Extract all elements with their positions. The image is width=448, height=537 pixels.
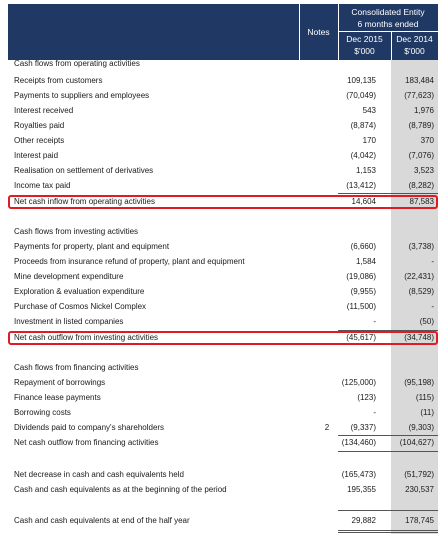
value-dec-2014: 178,745 xyxy=(405,516,434,525)
value-dec-2015: 109,135 xyxy=(347,76,376,85)
subtotal-rule xyxy=(338,451,438,452)
table-row xyxy=(8,422,438,434)
note-reference: 2 xyxy=(324,423,330,432)
value-dec-2014: 230,537 xyxy=(405,485,434,494)
table-row xyxy=(8,407,438,419)
value-dec-2015: (8,874) xyxy=(350,121,376,130)
table-row xyxy=(8,392,438,404)
row-label: Dividends paid to company's shareholders xyxy=(14,423,165,432)
col1-unit-header: $'000 xyxy=(354,46,375,56)
value-dec-2014: (77,623) xyxy=(404,91,434,100)
row-label: Proceeds from insurance refund of property, plant and equipment xyxy=(14,257,245,266)
section-heading-financing xyxy=(8,362,438,374)
subtotal-rule xyxy=(338,435,438,436)
value-dec-2014: (11) xyxy=(420,408,434,417)
row-label: Interest received xyxy=(14,106,74,115)
total-rule xyxy=(338,532,438,533)
total-rule xyxy=(338,510,438,511)
value-dec-2015: (134,460) xyxy=(341,438,376,447)
table-row xyxy=(8,484,438,496)
value-dec-2015: (125,000) xyxy=(341,378,376,387)
table-row xyxy=(8,180,438,192)
subtotal-rule xyxy=(338,193,438,194)
value-dec-2014: (115) xyxy=(415,393,434,402)
table-row xyxy=(8,301,438,313)
row-label: Net cash inflow from operating activities xyxy=(14,197,155,206)
value-dec-2015: 195,355 xyxy=(347,485,376,494)
value-dec-2015: (11,500) xyxy=(346,302,376,311)
row-label: Net cash outflow from investing activities xyxy=(14,333,159,342)
value-dec-2014: (104,627) xyxy=(399,438,434,447)
row-label: Borrowing costs xyxy=(14,408,71,417)
value-dec-2014: (8,529) xyxy=(408,287,434,296)
table-row xyxy=(8,316,438,328)
value-dec-2014: 1,976 xyxy=(413,106,434,115)
value-dec-2015: 14,604 xyxy=(351,197,376,206)
table-row xyxy=(8,469,438,481)
value-dec-2014: 3,523 xyxy=(413,166,434,175)
table-row xyxy=(8,120,438,132)
value-dec-2015: (123) xyxy=(357,393,376,402)
value-dec-2015: 1,153 xyxy=(355,166,376,175)
value-dec-2014: (34,748) xyxy=(404,333,434,342)
value-dec-2015: - xyxy=(373,408,376,417)
value-dec-2015: (45,617) xyxy=(346,333,376,342)
table-row xyxy=(8,90,438,102)
row-label: Cash and cash equivalents at end of the half year xyxy=(14,516,190,525)
value-dec-2014: (8,789) xyxy=(408,121,434,130)
row-label: Investment in listed companies xyxy=(14,317,124,326)
col2-unit-header: $'000 xyxy=(404,46,425,56)
table-row xyxy=(8,377,438,389)
table-row xyxy=(8,165,438,177)
table-row xyxy=(8,105,438,117)
row-label: Cash flows from operating activities xyxy=(14,59,140,68)
row-label: Mine development expenditure xyxy=(14,272,124,281)
row-label: Receipts from customers xyxy=(14,76,103,85)
value-dec-2014: (95,198) xyxy=(404,378,434,387)
value-dec-2014: (50) xyxy=(419,317,434,326)
value-dec-2014: (7,076) xyxy=(408,151,434,160)
value-dec-2015: (6,660) xyxy=(350,242,376,251)
row-label: Net decrease in cash and cash equivalents held xyxy=(14,470,184,479)
section-heading-operating xyxy=(8,58,438,70)
total-rule xyxy=(338,530,438,531)
highlight-box-operating xyxy=(8,195,438,209)
total-row xyxy=(8,515,438,527)
notes-header: Notes xyxy=(307,27,330,37)
value-dec-2014: (9,303) xyxy=(408,423,434,432)
row-label: Other receipts xyxy=(14,136,65,145)
row-label: Net cash outflow from financing activities xyxy=(14,438,159,447)
value-dec-2015: - xyxy=(373,317,376,326)
row-label: Exploration & evaluation expenditure xyxy=(14,287,145,296)
value-dec-2015: 29,882 xyxy=(351,516,376,525)
row-label: Payments to suppliers and employees xyxy=(14,91,150,100)
entity-header: Consolidated Entity xyxy=(351,7,425,17)
row-label: Realisation on settlement of derivatives xyxy=(14,166,154,175)
value-dec-2014: (22,431) xyxy=(404,272,434,281)
table-row xyxy=(8,75,438,87)
col2-date-header: Dec 2014 xyxy=(396,34,433,44)
row-label: Finance lease payments xyxy=(14,393,101,402)
value-dec-2014: (3,738) xyxy=(408,242,434,251)
header-divider xyxy=(338,31,438,32)
row-label: Cash and cash equivalents as at the beginning of the period xyxy=(14,485,227,494)
row-label: Income tax paid xyxy=(14,181,71,190)
value-dec-2015: 170 xyxy=(362,136,376,145)
value-dec-2014: 87,583 xyxy=(409,197,434,206)
highlight-box-investing xyxy=(8,331,438,345)
value-dec-2015: (13,412) xyxy=(346,181,376,190)
row-label: Purchase of Cosmos Nickel Complex xyxy=(14,302,147,311)
table-row xyxy=(8,241,438,253)
table-row xyxy=(8,271,438,283)
value-dec-2015: (19,086) xyxy=(346,272,376,281)
row-label: Cash flows from investing activities xyxy=(14,227,139,236)
table-row xyxy=(8,150,438,162)
row-label: Payments for property, plant and equipment xyxy=(14,242,170,251)
value-dec-2015: 543 xyxy=(362,106,376,115)
period-header: 6 months ended xyxy=(357,19,419,29)
value-dec-2015: (9,955) xyxy=(350,287,376,296)
value-dec-2014: - xyxy=(431,302,434,311)
value-dec-2015: 1,584 xyxy=(355,257,376,266)
value-dec-2014: (51,792) xyxy=(404,470,434,479)
section-heading-investing xyxy=(8,226,438,238)
row-label: Interest paid xyxy=(14,151,59,160)
value-dec-2015: (9,337) xyxy=(350,423,376,432)
subtotal-row-financing xyxy=(8,437,438,449)
row-label: Royalties paid xyxy=(14,121,65,130)
table-row xyxy=(8,256,438,268)
value-dec-2015: (165,473) xyxy=(341,470,376,479)
value-dec-2014: (8,282) xyxy=(408,181,434,190)
row-label: Cash flows from financing activities xyxy=(14,363,139,372)
table-row xyxy=(8,286,438,298)
value-dec-2014: - xyxy=(431,257,434,266)
value-dec-2014: 183,484 xyxy=(405,76,434,85)
col1-date-header: Dec 2015 xyxy=(346,34,383,44)
value-dec-2015: (4,042) xyxy=(350,151,376,160)
value-dec-2015: (70,049) xyxy=(346,91,376,100)
value-dec-2014: 370 xyxy=(420,136,434,145)
row-label: Repayment of borrowings xyxy=(14,378,106,387)
table-row xyxy=(8,135,438,147)
